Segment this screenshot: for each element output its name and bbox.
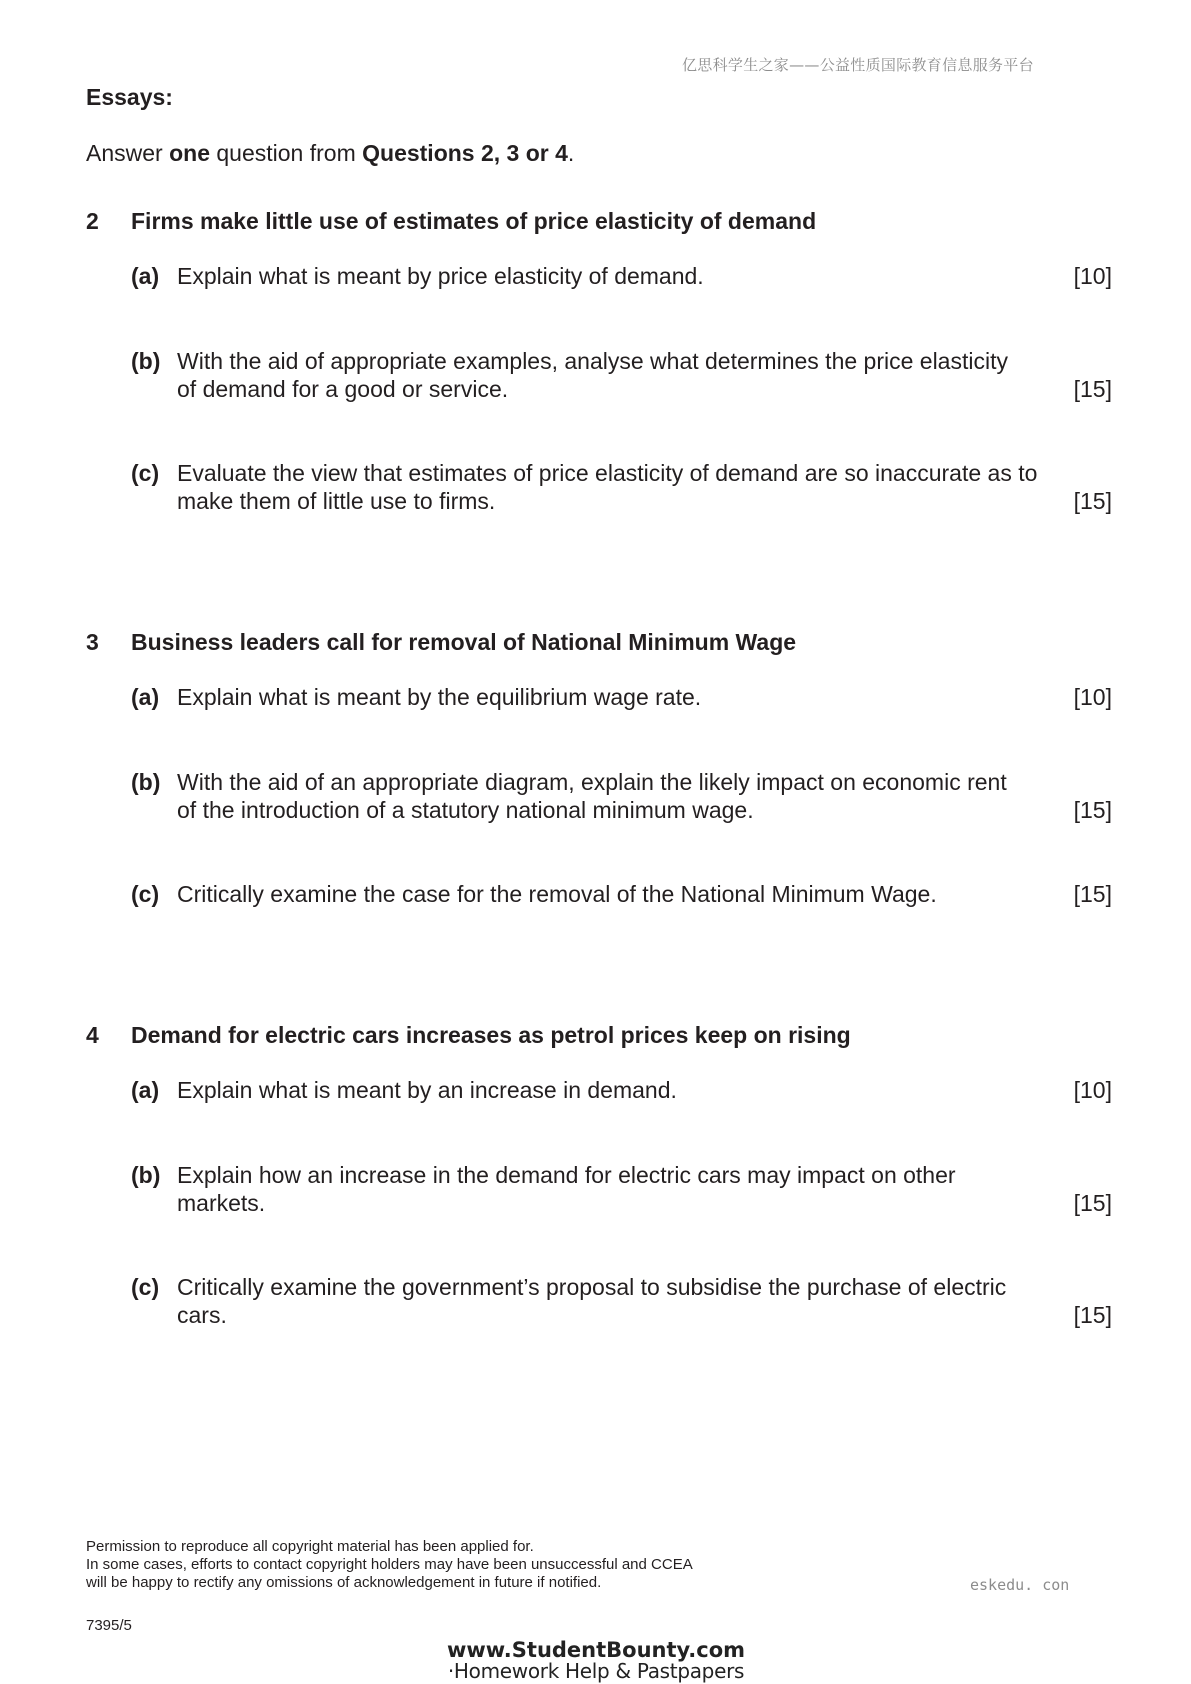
part-marks: [15] xyxy=(1073,881,1112,907)
part-line: Explain what is meant by price elasticity of demand. xyxy=(177,263,704,289)
part-line: of demand for a good or service. xyxy=(177,376,509,402)
logo-tagline: ·Homework Help & Pastpapers xyxy=(447,1659,745,1683)
part-marks: [15] xyxy=(1073,376,1112,402)
part-text xyxy=(177,262,1047,290)
question-number: 3 xyxy=(86,629,99,655)
part-marks: [10] xyxy=(1073,684,1112,710)
part-label: (c) xyxy=(131,881,160,907)
part-line: Evaluate the view that estimates of price elasticity of demand are so inaccurate as to xyxy=(177,460,1038,486)
part-label: (b) xyxy=(131,348,161,374)
part-line: cars. xyxy=(177,1302,227,1328)
question-heading xyxy=(86,1022,1112,1052)
watermark-top: 亿思科学生之家——公益性质国际教育信息服务平台 xyxy=(682,56,1034,74)
instruction-middle: question from xyxy=(209,140,363,166)
question-4 xyxy=(86,1022,1112,1328)
part-line: Critically examine the government’s proposal to subsidise the purchase of electric xyxy=(177,1274,1007,1300)
part-text xyxy=(177,347,1077,403)
part-marks: [15] xyxy=(1073,1190,1112,1216)
part-line: Explain what is meant by the equilibrium wage rate. xyxy=(177,684,702,710)
question-heading xyxy=(86,208,1112,238)
copyright-line: will be happy to rectify any omissions of acknowledgement in future if notified. xyxy=(86,1574,602,1591)
part-line: With the aid of an appropriate diagram, explain the likely impact on economic rent xyxy=(177,769,1007,795)
question-heading xyxy=(86,629,1112,659)
part-label: (c) xyxy=(131,460,160,486)
question-number: 4 xyxy=(86,1022,99,1048)
part-line: With the aid of appropriate examples, analyse what determines the price elasticity xyxy=(177,348,1008,374)
section-heading: Essays: xyxy=(86,84,173,110)
part-text xyxy=(177,880,1047,908)
copyright-line: In some cases, efforts to contact copyright holders may have been unsuccessful and CCEA xyxy=(86,1556,693,1573)
copyright-notice xyxy=(86,1538,786,1592)
part-marks: [10] xyxy=(1073,263,1112,289)
question-2 xyxy=(86,208,1112,514)
part-label: (a) xyxy=(131,684,160,710)
question-title: Firms make little use of estimates of price elasticity of demand xyxy=(131,208,817,234)
part-line: make them of little use to firms. xyxy=(177,488,496,514)
part-line: Critically examine the case for the removal of the National Minimum Wage. xyxy=(177,881,937,907)
part-label: (a) xyxy=(131,263,160,289)
question-3 xyxy=(86,629,1112,907)
part-line: Explain how an increase in the demand for electric cars may impact on other xyxy=(177,1162,956,1188)
part-text xyxy=(177,459,1112,515)
paper-code: 7395/5 xyxy=(86,1617,132,1634)
part-label: (c) xyxy=(131,1274,160,1300)
studentbounty-logo[interactable] xyxy=(446,1640,746,1682)
question-title: Demand for electric cars increases as petrol prices keep on rising xyxy=(131,1022,851,1048)
part-text xyxy=(177,1076,1047,1104)
watermark-bottom: eskedu. con xyxy=(970,1576,1070,1594)
instruction-bold-one: one xyxy=(169,140,210,166)
part-line: of the introduction of a statutory national minimum wage. xyxy=(177,797,754,823)
instruction-prefix: Answer xyxy=(86,140,170,166)
part-text xyxy=(177,1161,1047,1217)
part-line: Explain what is meant by an increase in demand. xyxy=(177,1077,677,1103)
instruction-bold-questions: Questions 2, 3 or 4 xyxy=(362,140,568,166)
part-label: (b) xyxy=(131,769,161,795)
instruction-suffix: . xyxy=(567,140,575,166)
instruction-text xyxy=(86,140,574,167)
part-text xyxy=(177,768,1077,824)
copyright-line: Permission to reproduce all copyright material has been applied for. xyxy=(86,1538,534,1555)
part-marks: [15] xyxy=(1073,1302,1112,1328)
part-line: markets. xyxy=(177,1190,266,1216)
part-marks: [10] xyxy=(1073,1077,1112,1103)
question-title: Business leaders call for removal of National Minimum Wage xyxy=(131,629,797,655)
logo-url: www.StudentBounty.com xyxy=(446,1638,746,1662)
part-text xyxy=(177,683,1047,711)
question-number: 2 xyxy=(86,208,99,234)
part-label: (a) xyxy=(131,1077,160,1103)
part-marks: [15] xyxy=(1073,797,1112,823)
part-marks: [15] xyxy=(1073,488,1112,514)
part-label: (b) xyxy=(131,1162,161,1188)
part-text xyxy=(177,1273,1047,1329)
